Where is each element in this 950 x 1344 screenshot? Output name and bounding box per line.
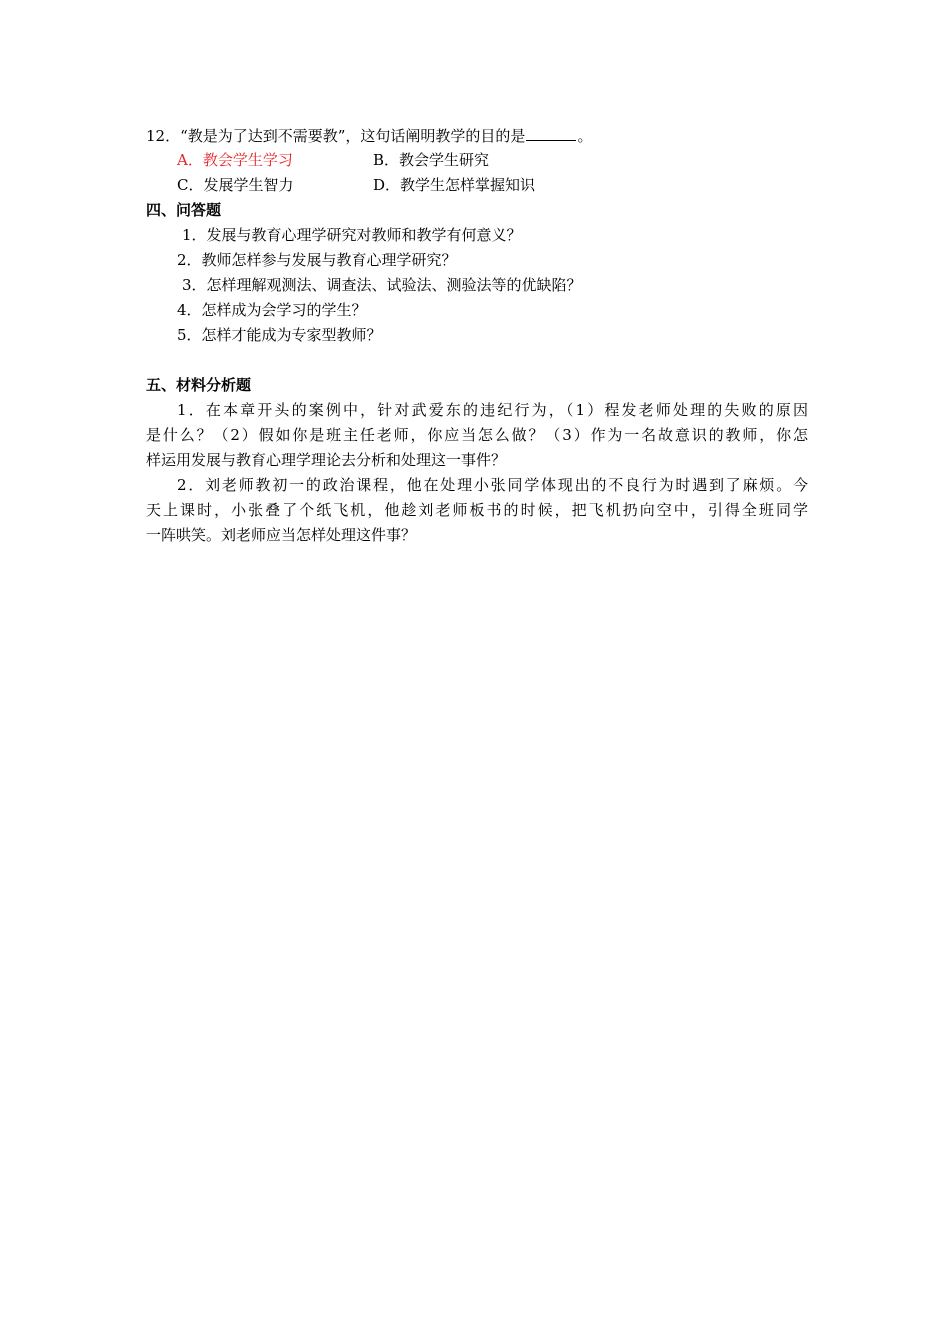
section-4-item-5: 5．怎样才能成为专家型教师？ xyxy=(177,326,382,344)
case-1-line-1: 1．在本章开头的案例中，针对武爱东的违纪行为，（1）程发老师处理的失败的原因 xyxy=(177,401,808,419)
case-2-line-2: 天上课时，小张叠了个纸飞机，他趁刘老师板书的时候，把飞机扔向空中，引得全班同学 xyxy=(146,501,808,519)
case-2-line-3: 一阵哄笑。刘老师应当怎样处理这件事？ xyxy=(146,526,417,544)
option-b: B．教会学生研究 xyxy=(373,151,490,169)
case-1-line-3: 样运用发展与教育心理学理论去分析和处理这一事件？ xyxy=(146,451,507,469)
option-c: C．发展学生智力 xyxy=(177,176,294,194)
question-12-end: 。 xyxy=(577,127,593,145)
section-4-item-4: 4．怎样成为会学习的学生？ xyxy=(177,301,367,319)
case-2-line-1: 2．刘老师教初一的政治课程，他在处理小张同学体现出的不良行为时遇到了麻烦。今 xyxy=(177,476,808,494)
option-d: D．教学生怎样掌握知识 xyxy=(373,176,536,194)
question-12-stem xyxy=(146,124,592,148)
section-4-item-1: 1．发展与教育心理学研究对教师和教学有何意义？ xyxy=(182,226,522,244)
case-1-line-2: 是什么？（2）假如你是班主任老师，你应当怎么做？（3）作为一名故意识的教师，你怎 xyxy=(146,426,808,444)
section-4-heading: 四、问答题 xyxy=(146,201,222,219)
section-5-heading: 五、材料分析题 xyxy=(146,376,252,394)
question-12-text: 12．“教是为了达到不需要教”，这句话阐明教学的目的是 xyxy=(146,127,526,145)
section-4-item-2: 2．教师怎样参与发展与教育心理学研究？ xyxy=(177,251,457,269)
option-a-correct: A．教会学生学习 xyxy=(177,151,293,169)
answer-blank xyxy=(526,124,576,141)
section-4-item-3: 3．怎样理解观测法、调查法、试验法、测验法等的优缺陷？ xyxy=(182,276,582,294)
